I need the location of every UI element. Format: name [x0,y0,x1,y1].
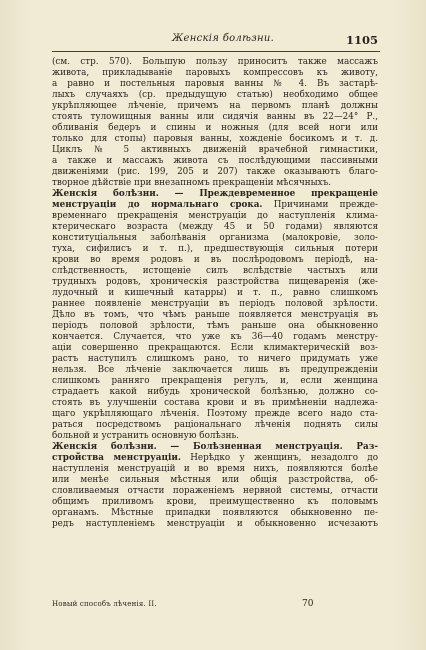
text-line: только для стопы) паровыя ванны, хожденіе босикомъ и т. д. [52,134,378,144]
text-line: нельзя. Все лѣченіе заключается лишь въ предупрежденіи [52,365,378,375]
text-line: раться посредствомъ раціональнаго лѣченія поднять силы [52,420,378,430]
text-line: а также и массажъ живота съ послѣдующими пассивными [52,156,378,166]
text-line: (см. стр. 570). Большую пользу приноситъ также массажъ [52,57,378,67]
sheet-number: 70 [302,599,314,609]
text-line: страдаетъ какой нибудь хронической болѣзнью, должно со- [52,387,378,397]
text-line: слѣдственность, истощеніе силъ вслѣдствіе частыхъ или [52,266,378,276]
text-line: движеніями (рис. 199, 205 и 207) также оказываютъ благо- [52,167,378,177]
text-line: а равно и постельныя паровыя ванны № 4. Въ застарѣ- [52,79,378,89]
text-line: щаго укрѣпляющаго лѣченія. Поэтому прежде всего надо ста- [52,409,378,419]
text-line: стоять въ улучшеніи состава крови и въ примѣненіи надлежа- [52,398,378,408]
text-line: обливанія бедеръ и спины и ножныя (для всей ноги или [52,123,378,133]
text-line: стоять тулowищныя ванны или сидячія ванны въ 22—24° Р., [52,112,378,122]
text-line: живота, прикладываніе паровыхъ компрессовъ къ животу, [52,68,378,78]
page-footer [52,600,378,612]
text-line: слишкомъ ранняго прекращенія регулъ, и, если женщина [52,376,378,386]
text-line: общимъ приливомъ крови, преимущественно къ половымъ [52,497,378,507]
text-line: лыхъ случаяхъ (ср. предыдущую статью) необходимо общее [52,90,378,100]
page-header [52,33,378,49]
text-line: кончается. Случается, что уже къ 36—40 годамъ менстру- [52,332,378,342]
text-line: Женскія болѣзни. — Преждевременное прекращеніе [52,189,378,199]
text-line: Женскія болѣзни. — Болѣзненная менструація. Раз- [52,442,378,452]
printer-signature: Новый способъ лѣченія. II. [52,600,157,608]
page-number: 1105 [345,33,378,47]
text-line: укрѣпляющее лѣченіе, причемъ на первомъ планѣ должны [52,101,378,111]
text-line: періодъ половой зрѣлости, тѣмъ раньше она обыкновенно [52,321,378,331]
text-line: редъ наступленіемъ менструаціи и обыкновенно исчезаютъ [52,519,378,529]
text-line: временнаго прекращенія менструаціи до наступленія клима- [52,211,378,221]
text-line: конституціальныя заболѣванія организма (малокровіе, золо- [52,233,378,243]
text-line: туха, сифилисъ и т. п.), предшествующія сильныя потери [52,244,378,254]
text-line: Дѣло въ томъ, что чѣмъ раньше появляется менструація въ [52,310,378,320]
text-line: лудочный и кишечный катарры) и т. п., равно слишкомъ [52,288,378,298]
text-line: или менѣе сильныя мѣстныя или общія разстройства, об- [52,475,378,485]
text-line: словливаемыя отчасти пораженіемъ нервной системы, отчасти [52,486,378,496]
text-line: аціи совершенно прекращаются. Если климактерическій воз- [52,343,378,353]
text-line: стройства менструаціи. Нерѣдко у женщинъ, незадолго до [52,453,379,463]
body-text [52,57,378,530]
text-line: больной и устранить основную болѣзнь. [52,431,240,441]
text-line: менструаціи до нормальнаго срока. Причинами прежде- [52,200,379,210]
text-line: ктерическаго возраста (между 45 и 50 годами) являются [52,222,378,232]
text-line: раннее появленіе менструаціи въ періодъ половой зрѣлости. [52,299,378,309]
text-line: наступленія менструацій и во время нихъ, появляются болѣе [52,464,378,474]
text-line: трудныхъ родовъ, хроническія разстройства пищеваренія (же- [52,277,378,287]
running-title: Женскiя болѣзни. [172,33,275,44]
text-line: растъ наступилъ слишкомъ рано, то ничего придумать уже [52,354,378,364]
text-line: крови во время родовъ и въ послѣродовомъ періодѣ, на- [52,255,378,265]
text-line: органамъ. Мѣстные припадки появляются обыкновенно пе- [52,508,378,518]
text-line: творное дѣйствіе при внезапномъ прекращеніи мѣсячныхъ. [52,178,331,188]
header-rule [52,51,380,52]
text-line: Циклъ № 5 активныхъ движеній врачебной гимнастики, [52,145,378,155]
